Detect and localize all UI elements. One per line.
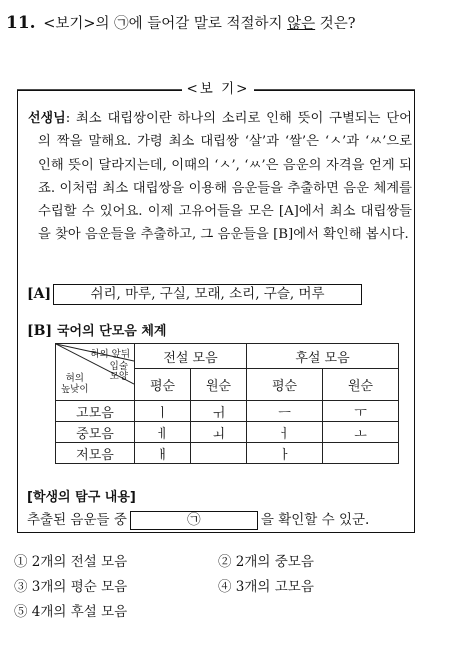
vowel-cell: ㅜ <box>323 401 399 422</box>
row-label: 중모음 <box>56 422 135 443</box>
speech-text: : 최소 대립쌍이란 하나의 소리로 인해 뜻이 구별되는 단어의 짝을 말해요. 가령 최소 대립쌍 ‘살’과 ‘쌀’은 ‘ㅅ’과 ‘ㅆ’으로 인해 뜻이 달라지는데, 이때의 ‘ㅅ’, ‘ㅆ’은 음운의 자격을 얻게 되죠. 이처럼 최소 대립쌍을 이용해 음운들을 추출하면 음운 체계를 수립할 수 있어요. 이제 고유어들을 모은 [A]에서 최소 대립쌍들을 찾아 음운들을 추출하고, 그 음운들을 [B]에서 확인해 봅시다. <box>38 111 412 243</box>
diag-lip-shape: 입술 모양 <box>109 361 128 382</box>
vowel-cell: ㅗ <box>323 422 399 443</box>
section-b-heading <box>27 320 167 339</box>
option-2[interactable]: ② 2개의 중모음 <box>218 554 314 570</box>
vowel-cell: ㅐ <box>135 443 191 464</box>
inquiry-before: 추출된 음운들 중 <box>27 512 127 528</box>
option-1[interactable]: ① 2개의 전설 모음 <box>14 554 128 570</box>
table-row <box>56 401 399 422</box>
vowel-cell: ㅔ <box>135 422 191 443</box>
inquiry-sentence <box>27 508 369 530</box>
speaker-label: 선생님 <box>28 111 66 126</box>
inquiry-blank-box: ㉠ <box>130 511 258 530</box>
diag-tongue-position: 혀의 앞뒤 <box>90 349 130 360</box>
table-row <box>56 422 399 443</box>
option-5[interactable]: ⑤ 4개의 후설 모음 <box>14 604 128 620</box>
option-3[interactable]: ③ 3개의 평순 모음 <box>14 579 128 595</box>
vowel-cell: ㅏ <box>247 443 323 464</box>
question-underlined: 않은 <box>287 16 316 32</box>
row-label: 고모음 <box>56 401 135 422</box>
question-stem <box>6 12 356 33</box>
section-a-label: [A] <box>27 286 52 302</box>
option-4[interactable]: ④ 3개의 고모음 <box>218 579 314 595</box>
table-row <box>56 443 399 464</box>
inquiry-title: [학생의 탐구 내용] <box>27 490 136 505</box>
inquiry-after: 을 확인할 수 있군. <box>260 512 370 528</box>
vowel-cell <box>191 443 247 464</box>
section-b-title: 국어의 단모음 체계 <box>56 324 167 339</box>
teacher-speech <box>28 107 412 247</box>
vowel-cell: ㅓ <box>247 422 323 443</box>
header-front-vowel: 전설 모음 <box>135 344 247 369</box>
row-label: 저모음 <box>56 443 135 464</box>
vowel-system-table <box>55 343 399 464</box>
question-number: 11. <box>6 13 36 33</box>
vowel-cell: ㅟ <box>191 401 247 422</box>
question-text-before: <보기>의 ㉠에 들어갈 말로 적절하지 <box>43 16 288 32</box>
vowel-cell: ㅡ <box>247 401 323 422</box>
section-a-word-box: 쉬리, 마루, 구실, 모래, 소리, 구슬, 머루 <box>53 284 362 305</box>
table-diagonal-header <box>56 344 135 401</box>
vowel-cell: ㅚ <box>191 422 247 443</box>
section-b-label: [B] <box>27 323 53 339</box>
diag-tongue-height: 혀의 높낮이 <box>61 373 89 395</box>
header-back-vowel: 후설 모음 <box>247 344 399 369</box>
sub-header: 평순 <box>135 369 191 401</box>
vowel-cell: ㅣ <box>135 401 191 422</box>
sub-header: 평순 <box>247 369 323 401</box>
sub-header: 원순 <box>323 369 399 401</box>
sub-header: 원순 <box>191 369 247 401</box>
vowel-cell <box>323 443 399 464</box>
question-text-after: 것은? <box>315 16 356 32</box>
bogi-title: <보 기> <box>182 82 254 97</box>
